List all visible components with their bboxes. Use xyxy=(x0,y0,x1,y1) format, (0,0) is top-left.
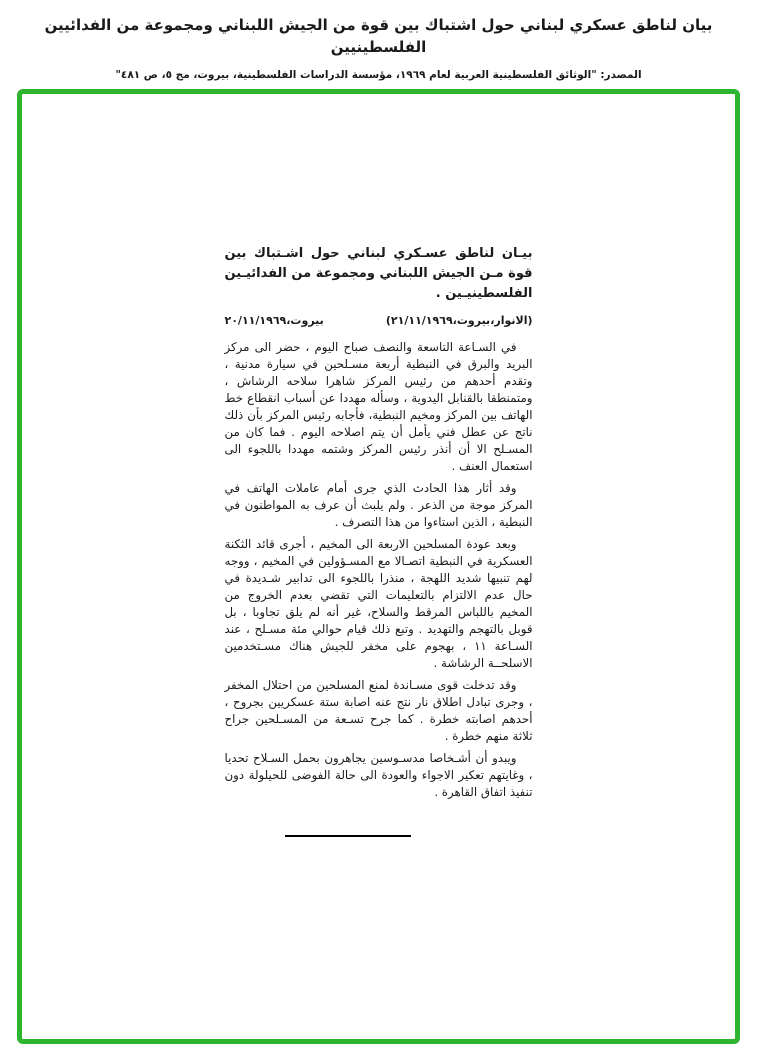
document-title: بيـان لناطق عسـكري لبناني حول اشـتباك بين قوة مـن الجيش اللبناني ومجموعة من الفدائيـين الفلسطينيـين . xyxy=(224,246,533,301)
page-title: بيان لناطق عسكري لبناني حول اشتباك بين قوة من الجيش اللبناني ومجموعة من الفدائيين الفلسطينيين xyxy=(44,16,713,56)
paragraph-3: وبعد عودة المسلحين الاربعة الى المخيم ، أجرى قائد الثكنة العسكرية في النبطية اتصـالا مع المسـؤولين في المخيم ، ووجه لهم تنبيها شديد اللهجة ، منذرا باللجوء الى تدابير شـديدة في حال عدم الالتزام بالتعليمات التي تقضي بعدم الخروج من المخيم باللباس المرقط والسلاح، غير أنه لم يلق تجاوبا ، بل قوبل بالتهجم والتهديد . وتبع ذلك قيام حوالي مئة مسـلح ، عند السـاعة ١١ ، بهجوم على مخفر للجيش هناك مسـتخدمين الاسلحــة الرشاشة . xyxy=(224,537,533,670)
paragraph-1: في السـاعة التاسعة والنصف صباح اليوم ، حضر الى مركز البريد والبرق في النبطية أربعة مسـلحين في سيارة مدنية ، وتقدم أحدهم من رئيس المركز شاهرا سلاحه الرشاش ، ومتمنطقا بالقنابل اليدوية ، وسأله مهددا عن أسباب انقطاع خط الهاتف بين المركز ومخيم النبطية، فأجابه رئيس المركز بأن ذلك ناتج عن عطل فني يأمل أن يتم اصلاحه اليوم . فما كان من المسـلح الا أن أنذر رئيس المركز وشتمه مهددا باللجوء الى استعمال العنف . xyxy=(224,340,533,473)
paragraph-5: ويبدو أن أشـخاصا مدسـوسين يجاهرون بحمل السـلاح تحديا ، وغايتهم تعكير الاجواء والعودة الى حالة الفوضى للحيلولة دون تنفيذ اتفاق القاهرة . xyxy=(224,751,533,799)
end-divider xyxy=(285,835,411,837)
dateline-newspaper: (الانوار،بيروت،٢١/١١/١٩٦٩) xyxy=(385,314,533,327)
document-frame xyxy=(17,89,740,1044)
scanned-document xyxy=(225,244,533,837)
paragraph-4: وقد تدخلت قوى مسـاندة لمنع المسلحين من احتلال المخفر ، وجرى تبادل اطلاق نار نتج عنه اصابة ستة عسكريين بجروح ، أحدهم اصابته خطرة . كما جرح تسـعة من المسـلحين جراح ثلاثة منهم خطرة . xyxy=(224,678,533,743)
source-line: المصدر: "الوثائق الفلسطينية العربية لعام ١٩٦٩، مؤسسة الدراسات الفلسطينية، بيروت، مج ٥، ص ٤٨١" xyxy=(115,69,642,81)
paragraph-2: وقد أثار هذا الحادث الذي جرى أمام عاملات الهاتف في المركز موجة من الذعر . ولم يلبث أن عرف به المواطنون في النبطية ، الذين استاءوا من هذا التصرف . xyxy=(224,481,533,529)
dateline xyxy=(225,314,533,327)
page-header xyxy=(0,0,757,81)
dateline-place-date: بيروت،٢٠/١١/١٩٦٩ xyxy=(224,314,324,327)
